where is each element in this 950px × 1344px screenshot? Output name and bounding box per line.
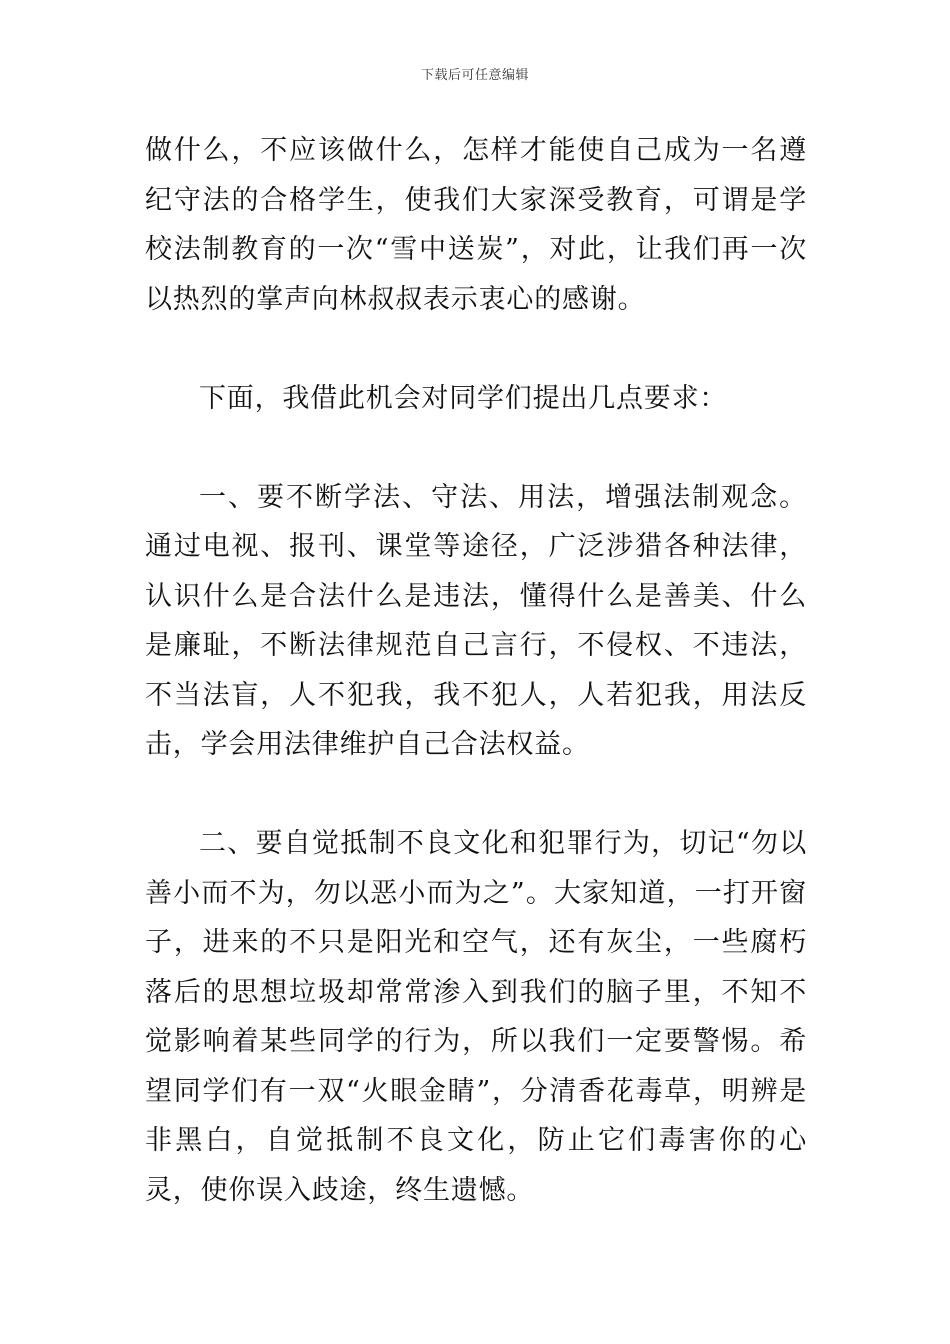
paragraph-continuation: 做什么，不应该做什么，怎样才能使自己成为一名遵纪守法的合格学生，使我们大家深受教育，可谓是学校法制教育的一次“雪中送炭”，对此，让我们再一次以热烈的掌声向林叔叔表示衷心的感谢。: [145, 135, 807, 315]
paragraph-intro-requirements: 下面，我借此机会对同学们提出几点要求：: [199, 382, 728, 414]
header-note: 下载后可任意编辑: [420, 68, 529, 83]
paragraph-requirement-one: 一、要不断学法、守法、用法，增强法制观念。通过电视、报刊、课堂等途径，广泛涉猎各种法律，认识什么是合法什么是违法，懂得什么是善美、什么是廉耻，不断法律规范自己言行，不侵权、不违法，不当法盲，人不犯我，我不犯人，人若犯我，用法反击，学会用法律维护自己合法权益。: [145, 481, 807, 760]
document-body: [145, 126, 807, 1215]
paragraph-requirement-two: 二、要自觉抵制不良文化和犯罪行为，切记“勿以善小而不为，勿以恶小而为之”。大家知道，一打开窗子，进来的不只是阳光和空气，还有灰尘，一些腐朽落后的思想垃圾却常常渗入到我们的脑子里，不知不觉影响着某些同学的行为，所以我们一定要警惕。希望同学们有一双“火眼金睛”，分清香花毒草，明辨是非黑白，自觉抵制不良文化，防止它们毒害你的心灵，使你误入歧途，终生遗憾。: [145, 828, 807, 1206]
